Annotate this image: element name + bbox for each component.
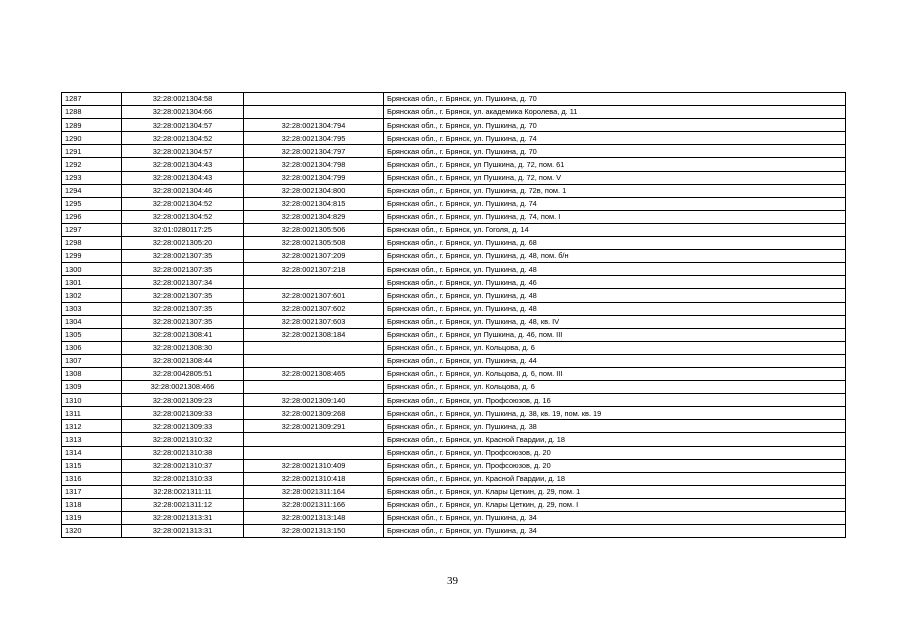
land-cadastral-number-cell: 32:28:0021304:46 — [122, 184, 244, 197]
land-cadastral-number-cell: 32:28:0021309:33 — [122, 420, 244, 433]
building-cadastral-number-cell — [244, 433, 384, 446]
row-number-cell: 1293 — [62, 171, 122, 184]
building-cadastral-number-cell: 32:28:0021304:800 — [244, 184, 384, 197]
table-row — [62, 381, 846, 394]
table-row — [62, 302, 846, 315]
row-number-cell: 1319 — [62, 512, 122, 525]
table-row — [62, 446, 846, 459]
row-number-cell: 1288 — [62, 106, 122, 119]
building-cadastral-number-cell: 32:28:0021304:815 — [244, 197, 384, 210]
address-cell: Брянская обл., г. Брянск, ул. Клары Цеткин, д. 29, пом. 1 — [384, 485, 846, 498]
table-row — [62, 407, 846, 420]
table-row — [62, 93, 846, 106]
table-body — [62, 93, 846, 538]
table-row — [62, 210, 846, 223]
row-number-cell: 1310 — [62, 394, 122, 407]
address-cell: Брянская обл., г. Брянск, ул Пушкина, д. 72, пом. V — [384, 171, 846, 184]
building-cadastral-number-cell: 32:28:0021308:184 — [244, 328, 384, 341]
land-cadastral-number-cell: 32:28:0021308:30 — [122, 341, 244, 354]
building-cadastral-number-cell — [244, 276, 384, 289]
row-number-cell: 1302 — [62, 289, 122, 302]
row-number-cell: 1306 — [62, 341, 122, 354]
address-cell: Брянская обл., г. Брянск, ул. Пушкина, д. 48 — [384, 302, 846, 315]
row-number-cell: 1318 — [62, 498, 122, 511]
address-cell: Брянская обл., г. Брянск, ул. Пушкина, д. 72в, пом. 1 — [384, 184, 846, 197]
address-cell: Брянская обл., г. Брянск, ул. Пушкина, д. 34 — [384, 525, 846, 538]
land-cadastral-number-cell: 32:28:0021304:57 — [122, 145, 244, 158]
table-row — [62, 158, 846, 171]
row-number-cell: 1313 — [62, 433, 122, 446]
building-cadastral-number-cell: 32:28:0021304:795 — [244, 132, 384, 145]
land-cadastral-number-cell: 32:28:0021307:35 — [122, 302, 244, 315]
land-cadastral-number-cell: 32:28:0021311:12 — [122, 498, 244, 511]
land-cadastral-number-cell: 32:28:0021307:35 — [122, 315, 244, 328]
row-number-cell: 1300 — [62, 263, 122, 276]
table-row — [62, 171, 846, 184]
table-row — [62, 106, 846, 119]
address-cell: Брянская обл., г. Брянск, ул. Профсоюзов, д. 16 — [384, 394, 846, 407]
land-cadastral-number-cell: 32:28:0021310:38 — [122, 446, 244, 459]
table-row — [62, 276, 846, 289]
table-row — [62, 485, 846, 498]
row-number-cell: 1305 — [62, 328, 122, 341]
address-cell: Брянская обл., г. Брянск, ул. Кольцова, д. 6, пом. III — [384, 367, 846, 380]
land-cadastral-number-cell: 32:28:0021307:35 — [122, 250, 244, 263]
table-row — [62, 472, 846, 485]
building-cadastral-number-cell: 32:28:0021304:799 — [244, 171, 384, 184]
land-cadastral-number-cell: 32:28:0021304:52 — [122, 197, 244, 210]
table-row — [62, 197, 846, 210]
address-cell: Брянская обл., г. Брянск, ул. Пушкина, д. 74, пом. I — [384, 210, 846, 223]
land-cadastral-number-cell: 32:28:0021309:23 — [122, 394, 244, 407]
land-cadastral-number-cell: 32:01:0280117:25 — [122, 223, 244, 236]
building-cadastral-number-cell: 32:28:0021304:829 — [244, 210, 384, 223]
building-cadastral-number-cell: 32:28:0021313:148 — [244, 512, 384, 525]
land-cadastral-number-cell: 32:28:0021310:33 — [122, 472, 244, 485]
address-cell: Брянская обл., г. Брянск, ул. Клары Цеткин, д. 29, пом. I — [384, 498, 846, 511]
building-cadastral-number-cell — [244, 341, 384, 354]
address-cell: Брянская обл., г. Брянск, ул. Пушкина, д. 38 — [384, 420, 846, 433]
building-cadastral-number-cell: 32:28:0021307:603 — [244, 315, 384, 328]
table-row — [62, 498, 846, 511]
land-cadastral-number-cell: 32:28:0021304:52 — [122, 210, 244, 223]
building-cadastral-number-cell: 32:28:0021307:602 — [244, 302, 384, 315]
land-cadastral-number-cell: 32:28:0021307:34 — [122, 276, 244, 289]
table-row — [62, 132, 846, 145]
table-row — [62, 250, 846, 263]
row-number-cell: 1291 — [62, 145, 122, 158]
address-cell: Брянская обл., г. Брянск, ул. Красной Гвардии, д. 18 — [384, 472, 846, 485]
building-cadastral-number-cell — [244, 354, 384, 367]
address-cell: Брянская обл., г. Брянск, ул. Профсоюзов, д. 20 — [384, 459, 846, 472]
table-row — [62, 289, 846, 302]
land-cadastral-number-cell: 32:28:0021313:31 — [122, 525, 244, 538]
land-cadastral-number-cell: 32:28:0021313:31 — [122, 512, 244, 525]
building-cadastral-number-cell: 32:28:0021309:268 — [244, 407, 384, 420]
building-cadastral-number-cell: 32:28:0021310:409 — [244, 459, 384, 472]
land-cadastral-number-cell: 32:28:0021308:466 — [122, 381, 244, 394]
row-number-cell: 1287 — [62, 93, 122, 106]
table-row — [62, 237, 846, 250]
building-cadastral-number-cell: 32:28:0021311:164 — [244, 485, 384, 498]
land-cadastral-number-cell: 32:28:0021304:43 — [122, 171, 244, 184]
land-cadastral-number-cell: 32:28:0021310:37 — [122, 459, 244, 472]
row-number-cell: 1315 — [62, 459, 122, 472]
land-cadastral-number-cell: 32:28:0021304:52 — [122, 132, 244, 145]
address-cell: Брянская обл., г. Брянск, ул. Кольцова, д. 6 — [384, 341, 846, 354]
address-cell: Брянская обл., г. Брянск, ул. Пушкина, д. 38, кв. 19, пом. кв. 19 — [384, 407, 846, 420]
table-row — [62, 328, 846, 341]
table-row — [62, 315, 846, 328]
table-row — [62, 223, 846, 236]
row-number-cell: 1308 — [62, 367, 122, 380]
land-cadastral-number-cell: 32:28:0021311:11 — [122, 485, 244, 498]
row-number-cell: 1290 — [62, 132, 122, 145]
address-cell: Брянская обл., г. Брянск, ул. академика Королева, д. 11 — [384, 106, 846, 119]
address-cell: Брянская обл., г. Брянск, ул Пушкина, д. 72, пом. 61 — [384, 158, 846, 171]
building-cadastral-number-cell — [244, 93, 384, 106]
address-cell: Брянская обл., г. Брянск, ул. Красной Гвардии, д. 18 — [384, 433, 846, 446]
row-number-cell: 1314 — [62, 446, 122, 459]
table-row — [62, 184, 846, 197]
row-number-cell: 1309 — [62, 381, 122, 394]
row-number-cell: 1289 — [62, 119, 122, 132]
row-number-cell: 1294 — [62, 184, 122, 197]
land-cadastral-number-cell: 32:28:0021304:66 — [122, 106, 244, 119]
table-row — [62, 433, 846, 446]
building-cadastral-number-cell — [244, 381, 384, 394]
cadastral-registry-table — [61, 92, 846, 538]
address-cell: Брянская обл., г. Брянск, ул. Пушкина, д. 46 — [384, 276, 846, 289]
building-cadastral-number-cell: 32:28:0021304:798 — [244, 158, 384, 171]
building-cadastral-number-cell: 32:28:0021307:601 — [244, 289, 384, 302]
row-number-cell: 1292 — [62, 158, 122, 171]
building-cadastral-number-cell: 32:28:0021311:166 — [244, 498, 384, 511]
table-row — [62, 119, 846, 132]
building-cadastral-number-cell: 32:28:0021309:291 — [244, 420, 384, 433]
table-row — [62, 512, 846, 525]
row-number-cell: 1307 — [62, 354, 122, 367]
table-row — [62, 145, 846, 158]
building-cadastral-number-cell: 32:28:0021304:797 — [244, 145, 384, 158]
building-cadastral-number-cell — [244, 106, 384, 119]
row-number-cell: 1316 — [62, 472, 122, 485]
row-number-cell: 1301 — [62, 276, 122, 289]
land-cadastral-number-cell: 32:28:0021308:41 — [122, 328, 244, 341]
row-number-cell: 1299 — [62, 250, 122, 263]
row-number-cell: 1320 — [62, 525, 122, 538]
land-cadastral-number-cell: 32:28:0021310:32 — [122, 433, 244, 446]
building-cadastral-number-cell: 32:28:0021307:209 — [244, 250, 384, 263]
building-cadastral-number-cell: 32:28:0021307:218 — [244, 263, 384, 276]
address-cell: Брянская обл., г. Брянск, ул. Пушкина, д. 44 — [384, 354, 846, 367]
row-number-cell: 1317 — [62, 485, 122, 498]
land-cadastral-number-cell: 32:28:0021307:35 — [122, 263, 244, 276]
building-cadastral-number-cell: 32:28:0021313:150 — [244, 525, 384, 538]
land-cadastral-number-cell: 32:28:0042805:51 — [122, 367, 244, 380]
land-cadastral-number-cell: 32:28:0021308:44 — [122, 354, 244, 367]
building-cadastral-number-cell: 32:28:0021305:506 — [244, 223, 384, 236]
address-cell: Брянская обл., г. Брянск, ул. Пушкина, д. 48, пом. б/н — [384, 250, 846, 263]
table-row — [62, 525, 846, 538]
building-cadastral-number-cell: 32:28:0021304:794 — [244, 119, 384, 132]
table-row — [62, 394, 846, 407]
table-row — [62, 459, 846, 472]
building-cadastral-number-cell: 32:28:0021308:465 — [244, 367, 384, 380]
building-cadastral-number-cell — [244, 446, 384, 459]
address-cell: Брянская обл., г. Брянск, ул. Профсоюзов, д. 20 — [384, 446, 846, 459]
address-cell: Брянская обл., г. Брянск, ул. Пушкина, д. 48 — [384, 289, 846, 302]
land-cadastral-number-cell: 32:28:0021304:43 — [122, 158, 244, 171]
land-cadastral-number-cell: 32:28:0021307:35 — [122, 289, 244, 302]
address-cell: Брянская обл., г. Брянск, ул. Пушкина, д. 74 — [384, 132, 846, 145]
row-number-cell: 1312 — [62, 420, 122, 433]
table-row — [62, 420, 846, 433]
address-cell: Брянская обл., г. Брянск, ул. Пушкина, д. 34 — [384, 512, 846, 525]
address-cell: Брянская обл., г. Брянск, ул Пушкина, д. 46, пом. III — [384, 328, 846, 341]
row-number-cell: 1297 — [62, 223, 122, 236]
row-number-cell: 1296 — [62, 210, 122, 223]
building-cadastral-number-cell: 32:28:0021310:418 — [244, 472, 384, 485]
address-cell: Брянская обл., г. Брянск, ул. Пушкина, д. 70 — [384, 119, 846, 132]
address-cell: Брянская обл., г. Брянск, ул. Пушкина, д. 48 — [384, 263, 846, 276]
address-cell: Брянская обл., г. Брянск, ул. Кольцова, д. 6 — [384, 381, 846, 394]
row-number-cell: 1298 — [62, 237, 122, 250]
page-number: 39 — [447, 575, 458, 587]
land-cadastral-number-cell: 32:28:0021309:33 — [122, 407, 244, 420]
row-number-cell: 1295 — [62, 197, 122, 210]
table-row — [62, 367, 846, 380]
row-number-cell: 1304 — [62, 315, 122, 328]
address-cell: Брянская обл., г. Брянск, ул. Пушкина, д. 48, кв. IV — [384, 315, 846, 328]
address-cell: Брянская обл., г. Брянск, ул. Гоголя, д. 14 — [384, 223, 846, 236]
building-cadastral-number-cell: 32:28:0021309:140 — [244, 394, 384, 407]
address-cell: Брянская обл., г. Брянск, ул. Пушкина, д. 74 — [384, 197, 846, 210]
land-cadastral-number-cell: 32:28:0021304:58 — [122, 93, 244, 106]
building-cadastral-number-cell: 32:28:0021305:508 — [244, 237, 384, 250]
row-number-cell: 1311 — [62, 407, 122, 420]
table-row — [62, 354, 846, 367]
address-cell: Брянская обл., г. Брянск, ул. Пушкина, д. 70 — [384, 93, 846, 106]
row-number-cell: 1303 — [62, 302, 122, 315]
table-row — [62, 263, 846, 276]
address-cell: Брянская обл., г. Брянск, ул. Пушкина, д. 70 — [384, 145, 846, 158]
table-row — [62, 341, 846, 354]
address-cell: Брянская обл., г. Брянск, ул. Пушкина, д. 68 — [384, 237, 846, 250]
land-cadastral-number-cell: 32:28:0021304:57 — [122, 119, 244, 132]
land-cadastral-number-cell: 32:28:0021305:20 — [122, 237, 244, 250]
